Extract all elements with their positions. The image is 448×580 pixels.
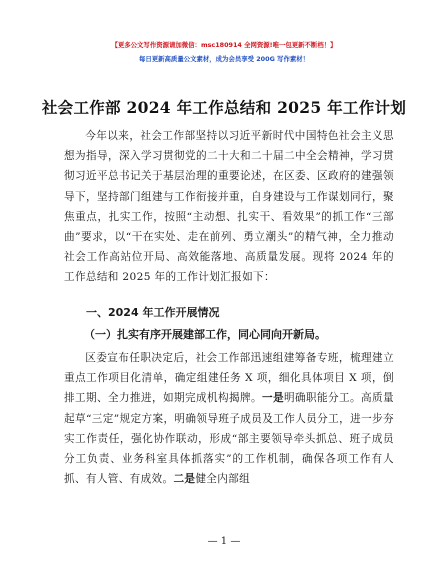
section-heading: 一、2024 年工作开展情况 (86, 306, 220, 319)
promo-banner-line2: 每日更新高质量公文素材，成为会员享受 200G 写作素材！ (138, 55, 310, 63)
paragraph-lead-2: 二是 (173, 473, 196, 486)
paragraph-lead-1: 一是 (262, 392, 285, 405)
paragraph-text-a: 区委宣布任职决定后，社会工作部迅速组建筹备专班，梳理建立重点工作项目化清单，确定组建任务 X 项，细化具体项目 X 项，倒排工期、全力推进，如期完成机构揭牌。 (64, 352, 394, 405)
subsection-heading: （一）扎实有序开展建部工作，同心同向开新局。 (84, 328, 326, 341)
intro-paragraph: 今年以来，社会工作部坚持以习近平新时代中国特色社会主义思想为指导，深入学习贯彻党的二十大和二十届二中全会精神，学习贯彻习近平总书记关于基层治理的重要论述，在区委、区政府的建强领导下，坚持部门组建与工作衔接并重，自身建设与工作谋划同行，聚焦重点，扎实工作，按照“主动想、扎实干、看效果”的抓工作“三部曲”要求，以“干在实处、走在前列、勇立潮头”的精气神，全力推动社会工作高站位开局、高效能落地、高质量发展。现将 2024 年的工作总结和 2025 年的工作计划汇报如下： (64, 130, 394, 284)
page-number: — 1 — (207, 536, 241, 547)
document-title: 社会工作部 2024 年工作总结和 2025 年工作计划 (41, 98, 407, 117)
paragraph-text-c: 健全内部组 (195, 473, 251, 486)
paragraph-text-b: 明确职能分工。高质量起草“三定”规定方案，明确领导班子成员及工作人员分工，进一步夯实工作责任，强化协作联动，形成“部主要领导牵头抓总、班子成员分工负责、业务科室具体抓落实”的工作机制，确保各项工作有人抓、有人管、有成效。 (64, 392, 395, 486)
section-paragraph (64, 348, 394, 489)
promo-banner-line1: 【更多公文写作资源请加微信：msc180914 全网资源!唯一包更新不断档！】 (111, 41, 337, 49)
